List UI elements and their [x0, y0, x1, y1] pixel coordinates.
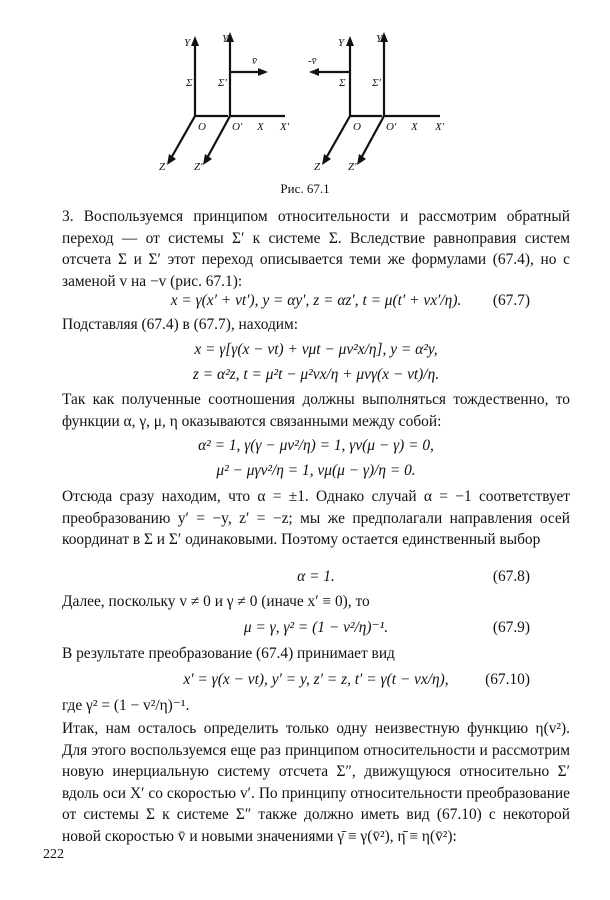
equation-67-8-body: α = 1.: [297, 568, 335, 585]
fig-right-X1-label: X': [435, 121, 445, 133]
fig-right-O-label: O: [353, 121, 361, 133]
fig-right-Y1-label: Y': [376, 33, 385, 45]
fig-left-sigma1-label: Σ': [218, 77, 227, 89]
fig-left-Z1-label: Z': [194, 161, 203, 173]
fig-left-O1-label: O': [232, 121, 243, 133]
fig-left-X-label: X: [257, 121, 264, 133]
paragraph-7: где γ² = (1 − v²/η)⁻¹.: [62, 697, 190, 714]
figure-caption: Рис. 67.1: [280, 181, 330, 196]
paragraph-1: 3. Воспользуемся принципом относительности и рассмотрим обратный переход — от системы Σ′ к системе Σ. Вследствие равноправия систем отсчета Σ и Σ′ этот переход описывается теми же формулами (67.4), но с заменой v на −v (рис. 67.1):: [62, 208, 570, 290]
fig-left-sigma-label: Σ: [186, 77, 193, 89]
paragraph-3: Так как полученные соотношения должны выполняться тождественно, то функции α, γ, μ, η оказываются связанными между собой:: [62, 391, 570, 430]
relations-line-2: μ² − μγv²/η = 1, vμ(μ − γ)/η = 0.: [216, 461, 416, 479]
equation-67-7-body: x = γ(x′ + vt′), y = αy′, z = αz′, t = μ(t′ + vx′/η).: [170, 292, 462, 309]
substitution-line-2: z = α²z, t = μ²t − μ²vx/η + μvγ(x − vt)/η.: [192, 365, 440, 383]
fig-right-X-label: X: [411, 121, 418, 133]
equation-67-7: [62, 290, 570, 312]
equation-67-10-body: x′ = γ(x − vt), y′ = y, z′ = z, t′ = γ(t − vx/η),: [183, 671, 449, 688]
fig-right-Z1-label: Z': [348, 161, 357, 173]
equation-67-10-number: (67.10): [485, 671, 530, 688]
figure-67-1: [150, 24, 470, 174]
substitution-line-1: x = γ[γ(x − vt) + vμt − μv²x/η], y = α²y,: [194, 341, 438, 358]
coordinate-systems-diagram: [150, 24, 470, 174]
paragraph-2: Подставляя (67.4) в (67.7), находим:: [62, 316, 299, 333]
equation-67-8: [62, 566, 570, 588]
fig-right-sigma1-label: Σ': [372, 77, 381, 89]
paragraph-6: В результате преобразование (67.4) принимает вид: [62, 645, 395, 662]
paragraph-8: Итак, нам осталось определить только одну неизвестную функцию η(v²). Для этого воспользуемся еще раз принципом относительности и рассмотрим новую инерциальную систему отсчета Σ″, движущуюся относительно Σ′ вдоль оси X′ со скоростью v′. По принципу относительности преобразование от системы Σ к системе Σ″ также должно иметь вид (67.10) с некоторой новой скоростью v̄ и новыми значениями γ̄ ≡ γ(v̄²), η̄ ≡ η(v̄²):: [62, 720, 570, 845]
equation-67-10: [62, 669, 570, 691]
equation-67-9-number: (67.9): [492, 619, 530, 636]
equation-67-9-body: μ = γ, γ² = (1 − v²/η)⁻¹.: [243, 619, 389, 636]
fig-right-Y-label: Y: [338, 37, 345, 49]
fig-right-O1-label: O': [386, 121, 397, 133]
fig-left-Z-label: Z: [159, 161, 166, 173]
paragraph-4: Отсюда сразу находим, что α = ±1. Однако случай α = −1 соответствует преобразованию y′ = −y, z′ = −z; мы же предполагали направления осей координат в Σ и Σ′ одинаковыми. Поэтому остается единственный выбор: [62, 488, 570, 548]
equation-67-7-number: (67.7): [492, 292, 530, 309]
fig-left-X1-label: X': [280, 121, 290, 133]
fig-left-Y-label: Y: [184, 37, 191, 49]
relations-line-1: α² = 1, γ(γ − μv²/η) = 1, γv(μ − γ) = 0,: [198, 437, 434, 454]
equation-67-9: [62, 617, 570, 639]
fig-left-Y1-label: Y': [222, 33, 231, 45]
fig-left-O-label: O: [198, 121, 206, 133]
fig-left-velocity-label: v̄: [252, 55, 257, 67]
substitution-equations: [62, 339, 570, 385]
fig-right-Z-label: Z: [314, 161, 321, 173]
fig-right-velocity-label: -v̄: [308, 55, 317, 67]
equation-67-8-number: (67.8): [492, 568, 530, 585]
paragraph-5: Далее, поскольку v ≠ 0 и γ ≠ 0 (иначе x′ ≡ 0), то: [62, 593, 370, 610]
relations-equations: [62, 435, 570, 481]
page-number: 222: [43, 847, 64, 862]
fig-right-sigma-label: Σ: [339, 77, 346, 89]
